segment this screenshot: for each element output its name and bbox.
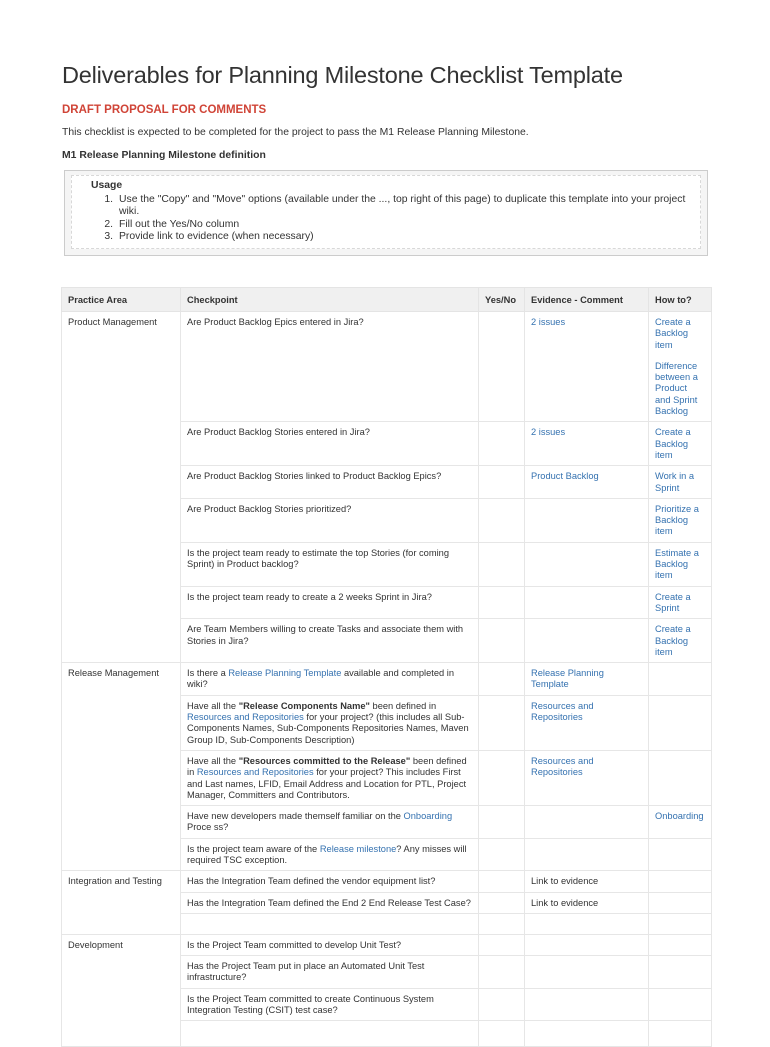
how-to-cell [649, 422, 712, 466]
checkpoint-text: for your project? This includes First and Last names, LFID, Email Address and Location for PTL, Project Manager, Committers and Contributors. [187, 767, 467, 800]
yes-no-cell[interactable] [479, 1021, 525, 1047]
how-to-link[interactable]: Create a Backlog item [655, 427, 691, 460]
usage-item-text: Use the "Copy" and "Move" options (available under the ..., top right of this page) to duplicate this template into your project wiki. [119, 194, 686, 218]
how-to-link[interactable]: Difference between a Product and Sprint Backlog [655, 360, 698, 417]
table-row [62, 871, 712, 892]
checkpoint-cell: Are Product Backlog Stories prioritized? [181, 498, 479, 542]
how-to-link[interactable]: Work in a Sprint [655, 471, 695, 493]
practice-area-cell: Product Management [62, 312, 181, 663]
checkpoint-text: Have new developers made themself familiar on the [187, 811, 404, 822]
checklist-table [61, 287, 712, 1047]
yes-no-cell[interactable] [479, 892, 525, 913]
checkpoint-bold-text: "Resources committed to the Release" [238, 755, 411, 766]
evidence-cell [525, 695, 649, 750]
evidence-cell [525, 466, 649, 499]
usage-item-number: 2. [104, 218, 113, 230]
evidence-cell [525, 422, 649, 466]
practice-area-cell: Release Management [62, 663, 181, 871]
yes-no-cell[interactable] [479, 934, 525, 955]
table-row [62, 934, 712, 955]
evidence-cell [525, 750, 649, 805]
checkpoint-cell [181, 1021, 479, 1047]
intro-text: This checklist is expected to be completed for the project to pass the M1 Release Planning Milestone. [62, 127, 529, 138]
checkpoint-text: Is there a [187, 668, 229, 679]
release-planning-template-link[interactable]: Release Planning Template [228, 668, 342, 679]
usage-list [91, 194, 691, 244]
evidence-cell [525, 542, 649, 586]
checkpoint-cell [181, 838, 479, 871]
header-how-to: How to? [649, 288, 712, 312]
onboarding-link[interactable]: Onboarding [403, 811, 453, 822]
yes-no-cell[interactable] [479, 913, 525, 934]
how-to-cell [649, 913, 712, 934]
how-to-cell [649, 892, 712, 913]
checkpoint-cell: Are Product Backlog Epics entered in Jira? [181, 312, 479, 422]
how-to-cell [649, 838, 712, 871]
checkpoint-text: for your project? (this includes all Sub-Components Names, Sub-Components Repositories Names, Maven Group ID, Sub-Components Description) [187, 712, 469, 745]
definition-heading: M1 Release Planning Milestone definition [62, 150, 266, 161]
how-to-link[interactable]: Onboarding [655, 811, 704, 822]
usage-item-number: 1. [104, 194, 113, 205]
yes-no-cell[interactable] [479, 498, 525, 542]
checkpoint-cell: Has the Integration Team defined the End 2 End Release Test Case? [181, 892, 479, 913]
practice-area-cell: Integration and Testing [62, 871, 181, 935]
evidence-cell: Link to evidence [525, 871, 649, 892]
usage-title: Usage [91, 180, 123, 191]
checkpoint-cell: Are Product Backlog Stories entered in Jira? [181, 422, 479, 466]
draft-label: DRAFT PROPOSAL FOR COMMENTS [62, 104, 267, 116]
yes-no-cell[interactable] [479, 806, 525, 839]
how-to-cell [649, 466, 712, 499]
yes-no-cell[interactable] [479, 871, 525, 892]
checkpoint-cell: Are Team Members willing to create Tasks and associate them with Stories in Jira? [181, 619, 479, 663]
checkpoint-text: Have all the [187, 755, 239, 766]
how-to-cell [649, 988, 712, 1021]
evidence-cell [525, 913, 649, 934]
resources-repositories-link[interactable]: Resources and Repositories [187, 712, 304, 723]
how-to-link[interactable]: Create a Backlog item [655, 624, 691, 657]
checkpoint-text: been defined in [187, 755, 467, 778]
evidence-link[interactable]: 2 issues [531, 317, 566, 327]
yes-no-cell[interactable] [479, 466, 525, 499]
yes-no-cell[interactable] [479, 422, 525, 466]
evidence-cell [525, 956, 649, 989]
checkpoint-text: Have all the [187, 700, 239, 711]
how-to-cell [649, 871, 712, 892]
usage-item [91, 219, 691, 231]
checkpoint-cell: Has the Integration Team defined the vendor equipment list? [181, 871, 479, 892]
resources-repositories-link[interactable]: Resources and Repositories [196, 767, 314, 778]
how-to-cell [649, 619, 712, 663]
practice-area-cell: Development [62, 934, 181, 1046]
how-to-link[interactable]: Prioritize a Backlog item [655, 503, 699, 537]
evidence-link[interactable]: 2 issues [531, 427, 566, 438]
evidence-cell [525, 312, 649, 422]
checkpoint-cell [181, 913, 479, 934]
usage-item-text: Provide link to evidence (when necessary) [119, 231, 314, 243]
evidence-cell [525, 1021, 649, 1047]
yes-no-cell[interactable] [479, 586, 525, 619]
header-yes-no: Yes/No [479, 288, 525, 312]
evidence-cell: Link to evidence [525, 892, 649, 913]
how-to-cell [649, 1021, 712, 1047]
checkpoint-cell [181, 806, 479, 839]
checkpoint-cell: Is the Project Team committed to create Continuous System Integration Testing (CSIT) test case? [181, 988, 479, 1021]
yes-no-cell[interactable] [479, 988, 525, 1021]
table-row [62, 312, 712, 422]
evidence-cell [525, 663, 649, 696]
yes-no-cell[interactable] [479, 312, 525, 422]
release-milestone-link[interactable]: Release milestone [319, 843, 397, 854]
how-to-link[interactable]: Estimate a Backlog item [655, 547, 699, 581]
evidence-cell [525, 498, 649, 542]
evidence-link[interactable]: Resources and Repositories [531, 755, 594, 778]
how-to-cell [649, 586, 712, 619]
evidence-link[interactable]: Release Planning Template [531, 668, 604, 690]
usage-item-number: 3. [104, 231, 113, 243]
how-to-cell [649, 806, 712, 839]
checkpoint-cell: Is the Project Team committed to develop Unit Test? [181, 934, 479, 955]
checkpoint-text: available and completed in wiki? [187, 668, 455, 690]
yes-no-cell[interactable] [479, 695, 525, 750]
usage-item [91, 231, 691, 243]
how-to-cell [649, 498, 712, 542]
how-to-cell [649, 750, 712, 805]
yes-no-cell[interactable] [479, 663, 525, 696]
checkpoint-text: been defined in [369, 700, 437, 711]
table-header-row [62, 288, 712, 312]
how-to-cell [649, 542, 712, 586]
how-to-cell [649, 695, 712, 750]
checkpoint-cell [181, 750, 479, 805]
table-row [62, 663, 712, 696]
header-practice-area: Practice Area [62, 288, 181, 312]
evidence-link[interactable]: Product Backlog [531, 471, 599, 482]
usage-item [91, 194, 691, 219]
checkpoint-cell [181, 695, 479, 750]
evidence-link[interactable]: Resources and Repositories [531, 700, 594, 723]
how-to-cell [649, 663, 712, 696]
yes-no-cell[interactable] [479, 956, 525, 989]
how-to-link[interactable]: Create a Sprint [655, 591, 691, 613]
evidence-cell [525, 934, 649, 955]
how-to-cell [649, 934, 712, 955]
checkpoint-cell: Are Product Backlog Stories linked to Product Backlog Epics? [181, 466, 479, 499]
header-evidence: Evidence - Comment [525, 288, 649, 312]
checkpoint-bold-text: "Release Components Name" [238, 700, 370, 711]
how-to-cell [649, 956, 712, 989]
evidence-cell [525, 619, 649, 663]
evidence-cell [525, 806, 649, 839]
checkpoint-cell: Is the project team ready to create a 2 weeks Sprint in Jira? [181, 586, 479, 619]
usage-panel [64, 170, 708, 256]
yes-no-cell[interactable] [479, 619, 525, 663]
checkpoint-cell: Has the Project Team put in place an Automated Unit Test infrastructure? [181, 956, 479, 989]
yes-no-cell[interactable] [479, 750, 525, 805]
page-title: Deliverables for Planning Milestone Checklist Template [62, 62, 623, 88]
evidence-cell [525, 838, 649, 871]
yes-no-cell[interactable] [479, 838, 525, 871]
checkpoint-cell [181, 663, 479, 696]
evidence-cell [525, 586, 649, 619]
how-to-cell [649, 312, 712, 422]
how-to-link[interactable]: Create a Backlog item [655, 317, 691, 350]
header-checkpoint: Checkpoint [181, 288, 479, 312]
yes-no-cell[interactable] [479, 542, 525, 586]
checkpoint-text: ? Any misses will required TSC exception. [187, 843, 467, 865]
evidence-cell [525, 988, 649, 1021]
checkpoint-text: Is the project team aware of the [187, 843, 320, 854]
usage-item-text: Fill out the Yes/No column [119, 218, 240, 230]
checkpoint-text: Proce ss? [187, 822, 229, 833]
checkpoint-cell: Is the project team ready to estimate the top Stories (for coming Sprint) in Product backlog? [181, 542, 479, 586]
